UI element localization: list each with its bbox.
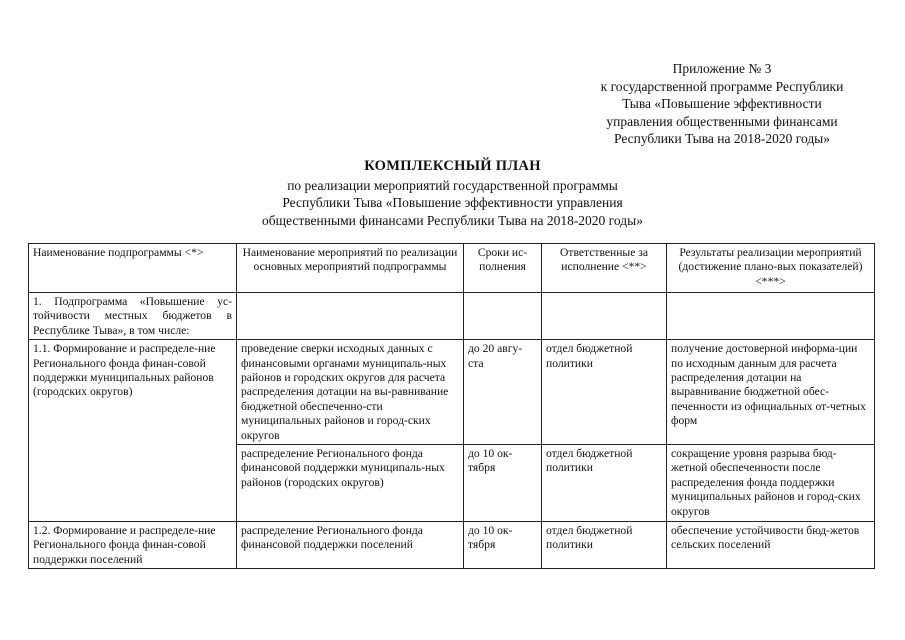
empty-cell — [542, 293, 667, 340]
appendix-line: к государственной программе Республики — [600, 78, 844, 94]
header-results: Результаты реализации мероприятий (достижение плано-вых показателей) <***> — [667, 244, 875, 293]
deadline-cell: до 10 ок-тября — [464, 522, 542, 569]
table-row — [29, 340, 875, 445]
activity-cell: распределение Регионального фонда финансовой поддержки муниципаль-ных районов (городских округов) — [237, 445, 464, 522]
deadline-cell: до 10 ок-тября — [464, 445, 542, 522]
table-row — [29, 522, 875, 569]
document-title: КОМПЛЕКСНЫЙ ПЛАН — [364, 158, 541, 174]
section-subprogram-name: 1. Подпрограмма «Повышение ус-тойчивости местных бюджетов в Республике Тыва», в том числе: — [29, 293, 237, 340]
subprogram-1-1-name: 1.1. Формирование и распределе-ние Регионального фонда финан-совой поддержки муниципальных районов (городских округов) — [29, 340, 237, 522]
activity-cell: распределение Регионального фонда финансовой поддержки поселений — [237, 522, 464, 569]
responsible-cell: отдел бюджетной политики — [542, 445, 667, 522]
responsible-cell: отдел бюджетной политики — [542, 340, 667, 445]
plan-table — [28, 243, 875, 569]
result-cell: получение достоверной информа-ции по исходным данным для расчета распределения дотации на выравнивание бюджетной обес-печенности из официальных от-четных форм — [667, 340, 875, 445]
appendix-line: управления общественными финансами — [606, 113, 838, 129]
appendix-line: Приложение № 3 — [672, 61, 772, 76]
header-subprogram-name: Наименование подпрограммы <*> — [29, 244, 237, 293]
activity-cell: проведение сверки исходных данных с финансовыми органами муниципаль-ных районов и городских округов для расчета распределения дотации на вы-равнивание бюджетной обеспеченно-сти муниципальных районов и город-ских округов — [237, 340, 464, 445]
header-activity-name: Наименование мероприятий по реализации основных мероприятий подпрограммы — [237, 244, 464, 293]
table-row-section — [29, 293, 875, 340]
header-deadline: Сроки ис-полнения — [464, 244, 542, 293]
document-title-block — [0, 158, 905, 229]
appendix-header — [572, 60, 872, 148]
result-cell: сокращение уровня разрыва бюд-жетной обеспеченности после распределения фонда поддержки муниципальных районов и город-ских округов — [667, 445, 875, 522]
subprogram-1-2-name: 1.2. Формирование и распределе-ние Регионального фонда финан-совой поддержки поселений — [29, 522, 237, 569]
deadline-cell: до 20 авгу-ста — [464, 340, 542, 445]
document-subtitle-line: общественными финансами Республики Тыва на 2018-2020 годы» — [262, 212, 643, 228]
appendix-line: Республики Тыва на 2018-2020 годы» — [613, 131, 831, 146]
document-subtitle-line: по реализации мероприятий государственной программы — [287, 177, 618, 193]
document-subtitle-line: Республики Тыва «Повышение эффективности управления — [282, 195, 623, 210]
header-responsible: Ответственные за исполнение <**> — [542, 244, 667, 293]
appendix-line: Тыва «Повышение эффективности — [622, 96, 822, 111]
responsible-cell: отдел бюджетной политики — [542, 522, 667, 569]
empty-cell — [237, 293, 464, 340]
empty-cell — [464, 293, 542, 340]
empty-cell — [667, 293, 875, 340]
table-header-row — [29, 244, 875, 293]
result-cell: обеспечение устойчивости бюд-жетов сельских поселений — [667, 522, 875, 569]
